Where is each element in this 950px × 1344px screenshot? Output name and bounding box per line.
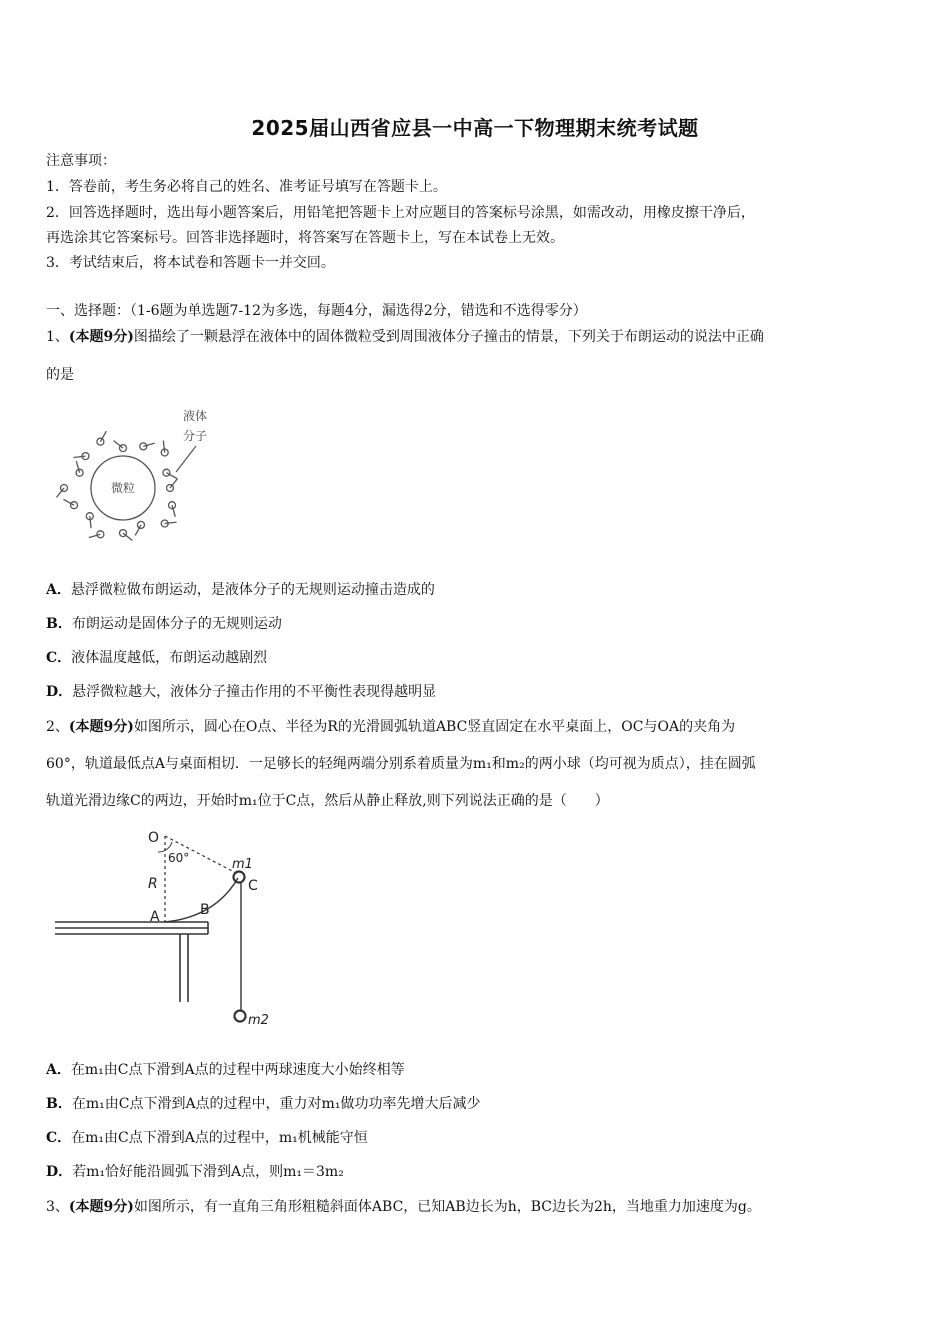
question-meta: (本题9分) <box>68 329 134 345</box>
notice-item: 1．答卷前，考生务必将自己的姓名、准考证号填写在答题卡上。 <box>46 179 447 195</box>
question-meta: (本题9分) <box>68 1199 134 1215</box>
question-number: 1、 <box>46 329 69 345</box>
question-2-stem <box>46 717 735 737</box>
question-number: 2、 <box>46 719 69 735</box>
option-d[interactable]: D．若m₁恰好能沿圆弧下滑到A点，则m₁＝3m₂ <box>46 1164 344 1180</box>
question-meta: (本题9分) <box>68 719 134 735</box>
svg-text:B: B <box>200 902 210 918</box>
molecule-arrow <box>163 441 164 453</box>
option-b[interactable]: B．在m₁由C点下滑到A点的过程中，重力对m₁做功功率先增大后减少 <box>46 1096 481 1112</box>
svg-text:R: R <box>148 876 158 892</box>
question-text: 如图所示，有一直角三角形粗糙斜面体ABC，已知AB边长为h，BC边长为2h，当地重力加速度为g。 <box>133 1199 761 1215</box>
svg-text:m1: m1 <box>232 857 253 872</box>
molecule-label: 分子 <box>183 429 208 443</box>
question-3-stem <box>46 1197 761 1217</box>
question-text: 图描绘了一颗悬浮在液体中的固体微粒受到周围液体分子撞击的情景，下列关于布朗运动的说法中正确 <box>133 329 764 345</box>
pointer-line <box>176 446 196 472</box>
notice-item: 3．考试结束后，将本试卷和答题卡一并交回。 <box>46 255 335 271</box>
option-a[interactable]: A．悬浮微粒做布朗运动，是液体分子的无规则运动撞击造成的 <box>46 582 435 598</box>
notice-heading: 注意事项： <box>46 153 116 169</box>
question-number: 3、 <box>46 1199 69 1215</box>
svg-text:O: O <box>148 830 160 846</box>
notice-item: 再选涂其它答案标号。回答非选择题时，将答案写在答题卡上，写在本试卷上无效。 <box>46 230 564 246</box>
brownian-motion-figure <box>48 400 228 550</box>
molecule-arrow <box>165 522 177 523</box>
liquid-label: 液体 <box>183 409 208 423</box>
section-heading: 一、选择题：（1-6题为单选题7-12为多选，每题4分，漏选得2分，错选和不选得零分） <box>46 303 587 319</box>
question-1-stem-cont: 的是 <box>46 367 74 383</box>
circular-track-figure <box>50 822 280 1037</box>
question-1-stem <box>46 327 764 347</box>
option-c[interactable]: C．在m₁由C点下滑到A点的过程中，m₁机械能守恒 <box>46 1130 368 1146</box>
svg-text:A: A <box>150 909 160 925</box>
question-2-stem-cont: 60°，轨道最低点A与桌面相切．一足够长的轻绳两端分别系着质量为m₁和m₂的两小球（均可视为质点），挂在圆弧 <box>46 756 756 772</box>
option-a[interactable]: A．在m₁由C点下滑到A点的过程中两球速度大小始终相等 <box>46 1062 405 1078</box>
notice-item: 2．回答选择题时，选出每小题答案后，用铅笔把答题卡上对应题目的答案标号涂黑，如需改动，用橡皮擦干净后， <box>46 205 755 221</box>
question-2-stem-cont: 轨道光滑边缘C的两边，开始时m₁位于C点，然后从静止释放,则下列说法正确的是（ ） <box>46 793 609 809</box>
page-title: 2025届山西省应县一中高一下物理期末统考试题 <box>251 116 699 140</box>
particle-label: 微粒 <box>110 481 136 495</box>
option-d[interactable]: D．悬浮微粒越大，液体分子撞击作用的不平衡性表现得越明显 <box>46 684 437 700</box>
svg-text:C: C <box>248 878 258 894</box>
question-text: 如图所示，圆心在O点、半径为R的光滑圆弧轨道ABC竖直固定在水平桌面上，OC与OA的夹角为 <box>133 719 736 735</box>
molecule-icon <box>97 438 104 445</box>
svg-text:60°: 60° <box>168 851 190 865</box>
molecule-icon <box>71 502 78 509</box>
option-c[interactable]: C．液体温度越低，布朗运动越剧烈 <box>46 650 268 666</box>
svg-text:m2: m2 <box>248 1013 269 1028</box>
molecule-icon <box>76 469 83 476</box>
molecule-arrow <box>74 456 86 457</box>
option-b[interactable]: B．布朗运动是固体分子的无规则运动 <box>46 616 282 632</box>
molecule-arrow <box>90 516 91 528</box>
molecule-icon <box>97 531 104 538</box>
